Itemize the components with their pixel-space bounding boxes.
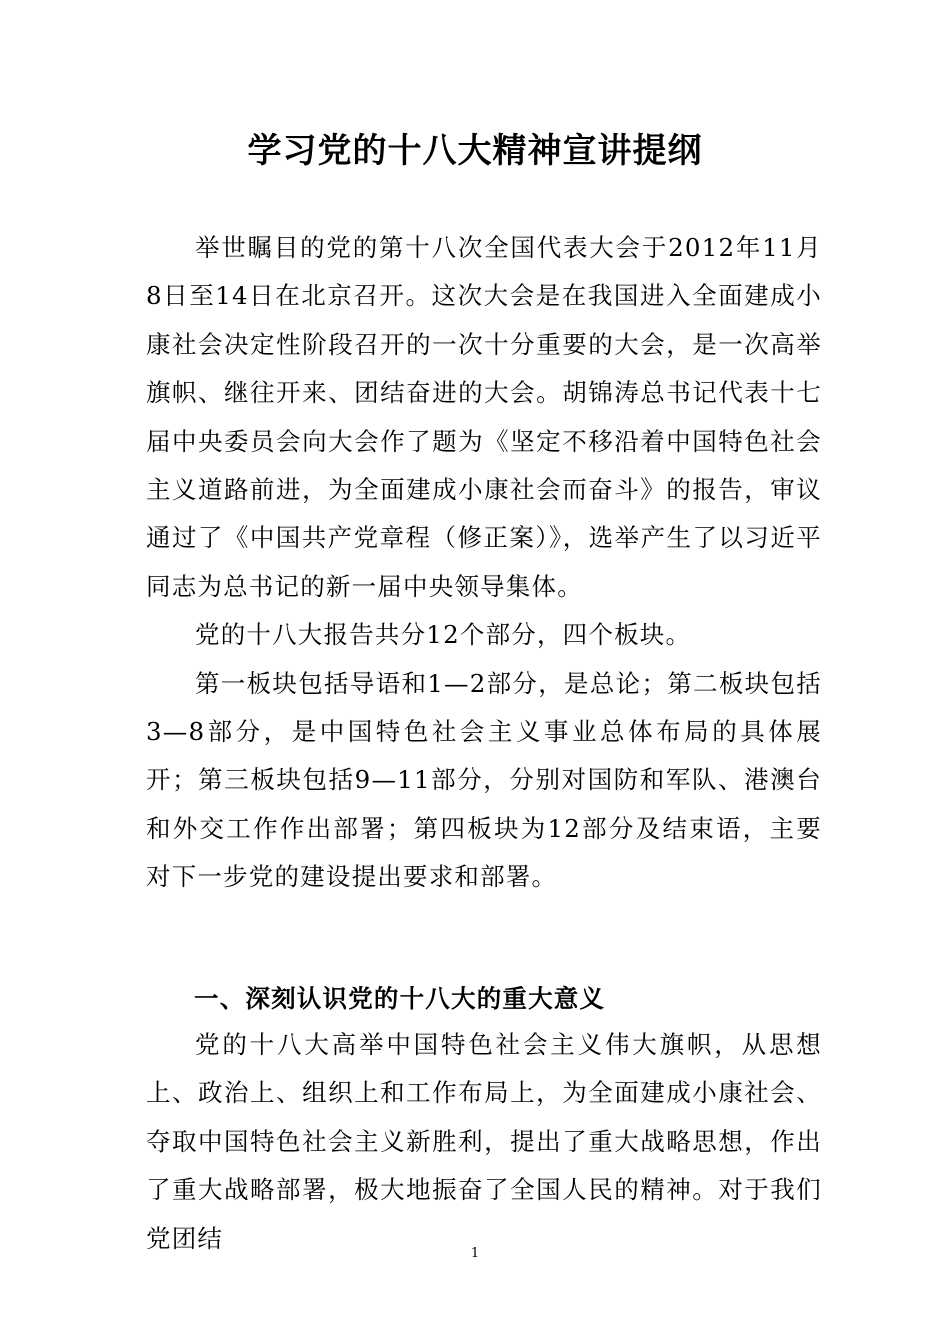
page-number: 1 <box>470 1246 480 1261</box>
intro-paragraph-2: 党的十八大报告共分12个部分，四个板块。 <box>195 620 692 650</box>
intro-section <box>146 224 822 902</box>
section-1-heading: 一、深刻认识党的十八大的重大意义 <box>194 984 606 1013</box>
intro-paragraph-1: 举世瞩目的党的第十八次全国代表大会于2012年11月8日至14日在北京召开。这次大会是在我国进入全面建成小康社会决定性阶段召开的一次十分重要的大会，是一次高举旗帜、继往开来、团结奋进的大会。胡锦涛总书记代表十七届中央委员会向大会作了题为《坚定不移沿着中国特色社会主义道路前进，为全面建成小康社会而奋斗》的报告，审议通过了《中国共产党章程（修正案）》，选举产生了以习近平同志为总书记的新一届中央领导集体。 <box>146 233 822 601</box>
section-1-body <box>146 1021 822 1263</box>
section-1-paragraph: 党的十八大高举中国特色社会主义伟大旗帜，从思想上、政治上、组织上和工作布局上，为全面建成小康社会、夺取中国特色社会主义新胜利，提出了重大战略思想，作出了重大战略部署，极大地振奋了全国人民的精神。对于我们党团结 <box>146 1030 822 1253</box>
intro-paragraph-3: 第一板块包括导语和1—2部分，是总论；第二板块包括3—8部分，是中国特色社会主义事业总体布局的具体展开；第三板块包括9—11部分，分别对国防和军队、港澳台和外交工作作出部署；第四板块为12部分及结束语，主要对下一步党的建设提出要求和部署。 <box>146 668 822 892</box>
document-title: 学习党的十八大精神宣讲提纲 <box>247 131 703 171</box>
